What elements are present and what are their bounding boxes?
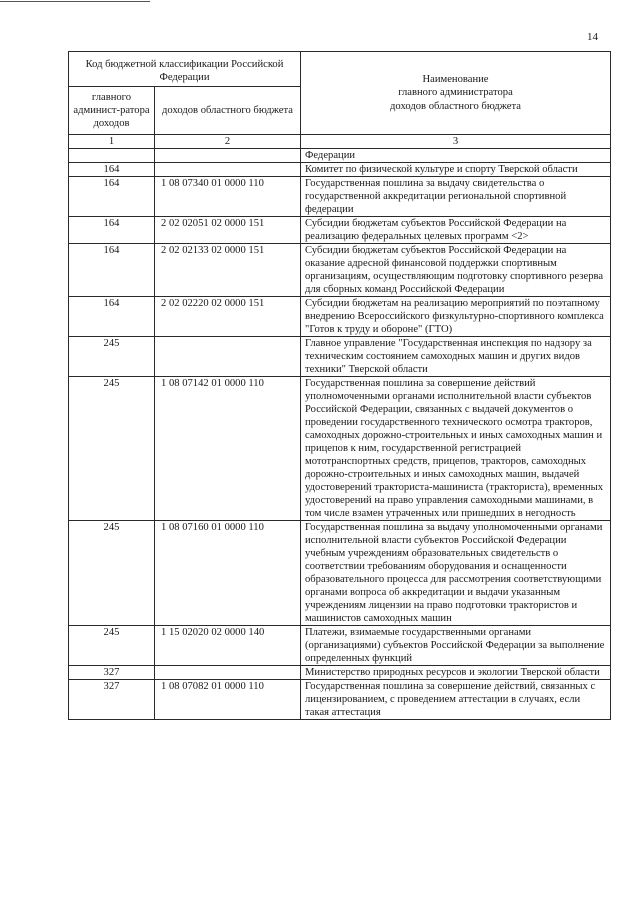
header-budget-code-group: Код бюджетной классификации Российской Федерации [69,52,301,87]
income-code-cell: 2 02 02220 02 0000 151 [155,297,301,337]
income-code-cell: 1 08 07082 01 0000 110 [155,680,301,720]
table-row [69,337,611,377]
name-cell: Министерство природных ресурсов и экологии Тверской области [301,666,611,680]
name-cell: Главное управление "Государственная инспекция по надзору за техническим состоянием самоходных машин и других видов техники" Тверской области [301,337,611,377]
income-code-cell: 1 08 07142 01 0000 110 [155,377,301,521]
table-row [69,217,611,244]
column-number-1: 1 [69,135,155,149]
header-name-column [301,52,611,135]
header-admin-column: главного админист-ратора доходов [69,87,155,135]
column-number-2: 2 [155,135,301,149]
admin-code-cell: 164 [69,217,155,244]
header-row-1 [69,52,611,87]
income-code-cell: 2 02 02133 02 0000 151 [155,244,301,297]
income-code-cell: 1 15 02020 02 0000 140 [155,626,301,666]
admin-code-cell [69,149,155,163]
admin-code-cell: 164 [69,297,155,337]
name-cell: Государственная пошлина за выдачу уполномоченными органами исполнительной власти субъектов Российской Федерации учебным учреждениям образовательных свидетельств о соответствии требованиям оборудования и оснащенности образовательного процесса для рассмотрения соответствующими органами вопроса об аккредитации и выдачи указанным учреждениям лицензии на право подготовки трактористов и машинистов самоходных машин [301,521,611,626]
top-rule [0,1,150,2]
admin-code-cell: 245 [69,337,155,377]
header-name-line3: доходов областного бюджета [390,100,521,112]
name-cell: Субсидии бюджетам субъектов Российской Федерации на реализацию федеральных целевых программ <2> [301,217,611,244]
name-cell: Субсидии бюджетам на реализацию мероприятий по поэтапному внедрению Всероссийского физкультурно-спортивного комплекса "Готов к труду и обороне" (ГТО) [301,297,611,337]
admin-code-cell: 245 [69,521,155,626]
income-code-cell [155,163,301,177]
name-cell: Комитет по физической культуре и спорту Тверской области [301,163,611,177]
income-code-cell: 1 08 07160 01 0000 110 [155,521,301,626]
table-body [69,149,611,720]
income-code-cell [155,666,301,680]
table-row [69,177,611,217]
name-cell: Государственная пошлина за совершение действий уполномоченными органами исполнительной власти субъектов Российской Федерации, связанных с выдачей документов о проведении государственного технического осмотра тракторов, самоходных дорожно-строительных и иных самоходных машин и прицепов к ним, государственной регистрацией мототранспортных средств, прицепов, тракторов, самоходных дорожно-строительных и иных самоходных машин, выдачей удостоверений тракториста-машиниста (тракториста), временных удостоверений на право управления самоходными машинами, в том числе взамен утраченных или пришедших в негодность [301,377,611,521]
table-row [69,666,611,680]
budget-classification-table [68,51,611,720]
income-code-cell [155,149,301,163]
table-row [69,244,611,297]
admin-code-cell: 164 [69,163,155,177]
table-row [69,297,611,337]
table-row [69,680,611,720]
header-income-column: доходов областного бюджета [155,87,301,135]
income-code-cell: 1 08 07340 01 0000 110 [155,177,301,217]
table-row [69,163,611,177]
name-cell: Субсидии бюджетам субъектов Российской Федерации на оказание адресной финансовой поддержки спортивным организациям, осуществляющим подготовку спортивного резерва для сборных команд Российской Федерации [301,244,611,297]
admin-code-cell: 164 [69,244,155,297]
table-row [69,626,611,666]
column-number-3: 3 [301,135,611,149]
table-row [69,149,611,163]
name-cell: Государственная пошлина за выдачу свидетельства о государственной аккредитации региональной спортивной федерации [301,177,611,217]
header-name-line1: Наименование [422,73,489,85]
header-name-line2: главного администратора [398,87,513,99]
page-number: 14 [587,31,598,43]
admin-code-cell: 327 [69,680,155,720]
income-code-cell [155,337,301,377]
table-row [69,377,611,521]
income-code-cell: 2 02 02051 02 0000 151 [155,217,301,244]
admin-code-cell: 245 [69,377,155,521]
admin-code-cell: 327 [69,666,155,680]
name-cell: Платежи, взимаемые государственными органами (организациями) субъектов Российской Федерации за выполнение определенных функций [301,626,611,666]
admin-code-cell: 164 [69,177,155,217]
admin-code-cell: 245 [69,626,155,666]
name-cell: Федерации [301,149,611,163]
table-row [69,521,611,626]
column-number-row [69,135,611,149]
name-cell: Государственная пошлина за совершение действий, связанных с лицензированием, с проведением аттестации в случаях, если такая аттестация [301,680,611,720]
